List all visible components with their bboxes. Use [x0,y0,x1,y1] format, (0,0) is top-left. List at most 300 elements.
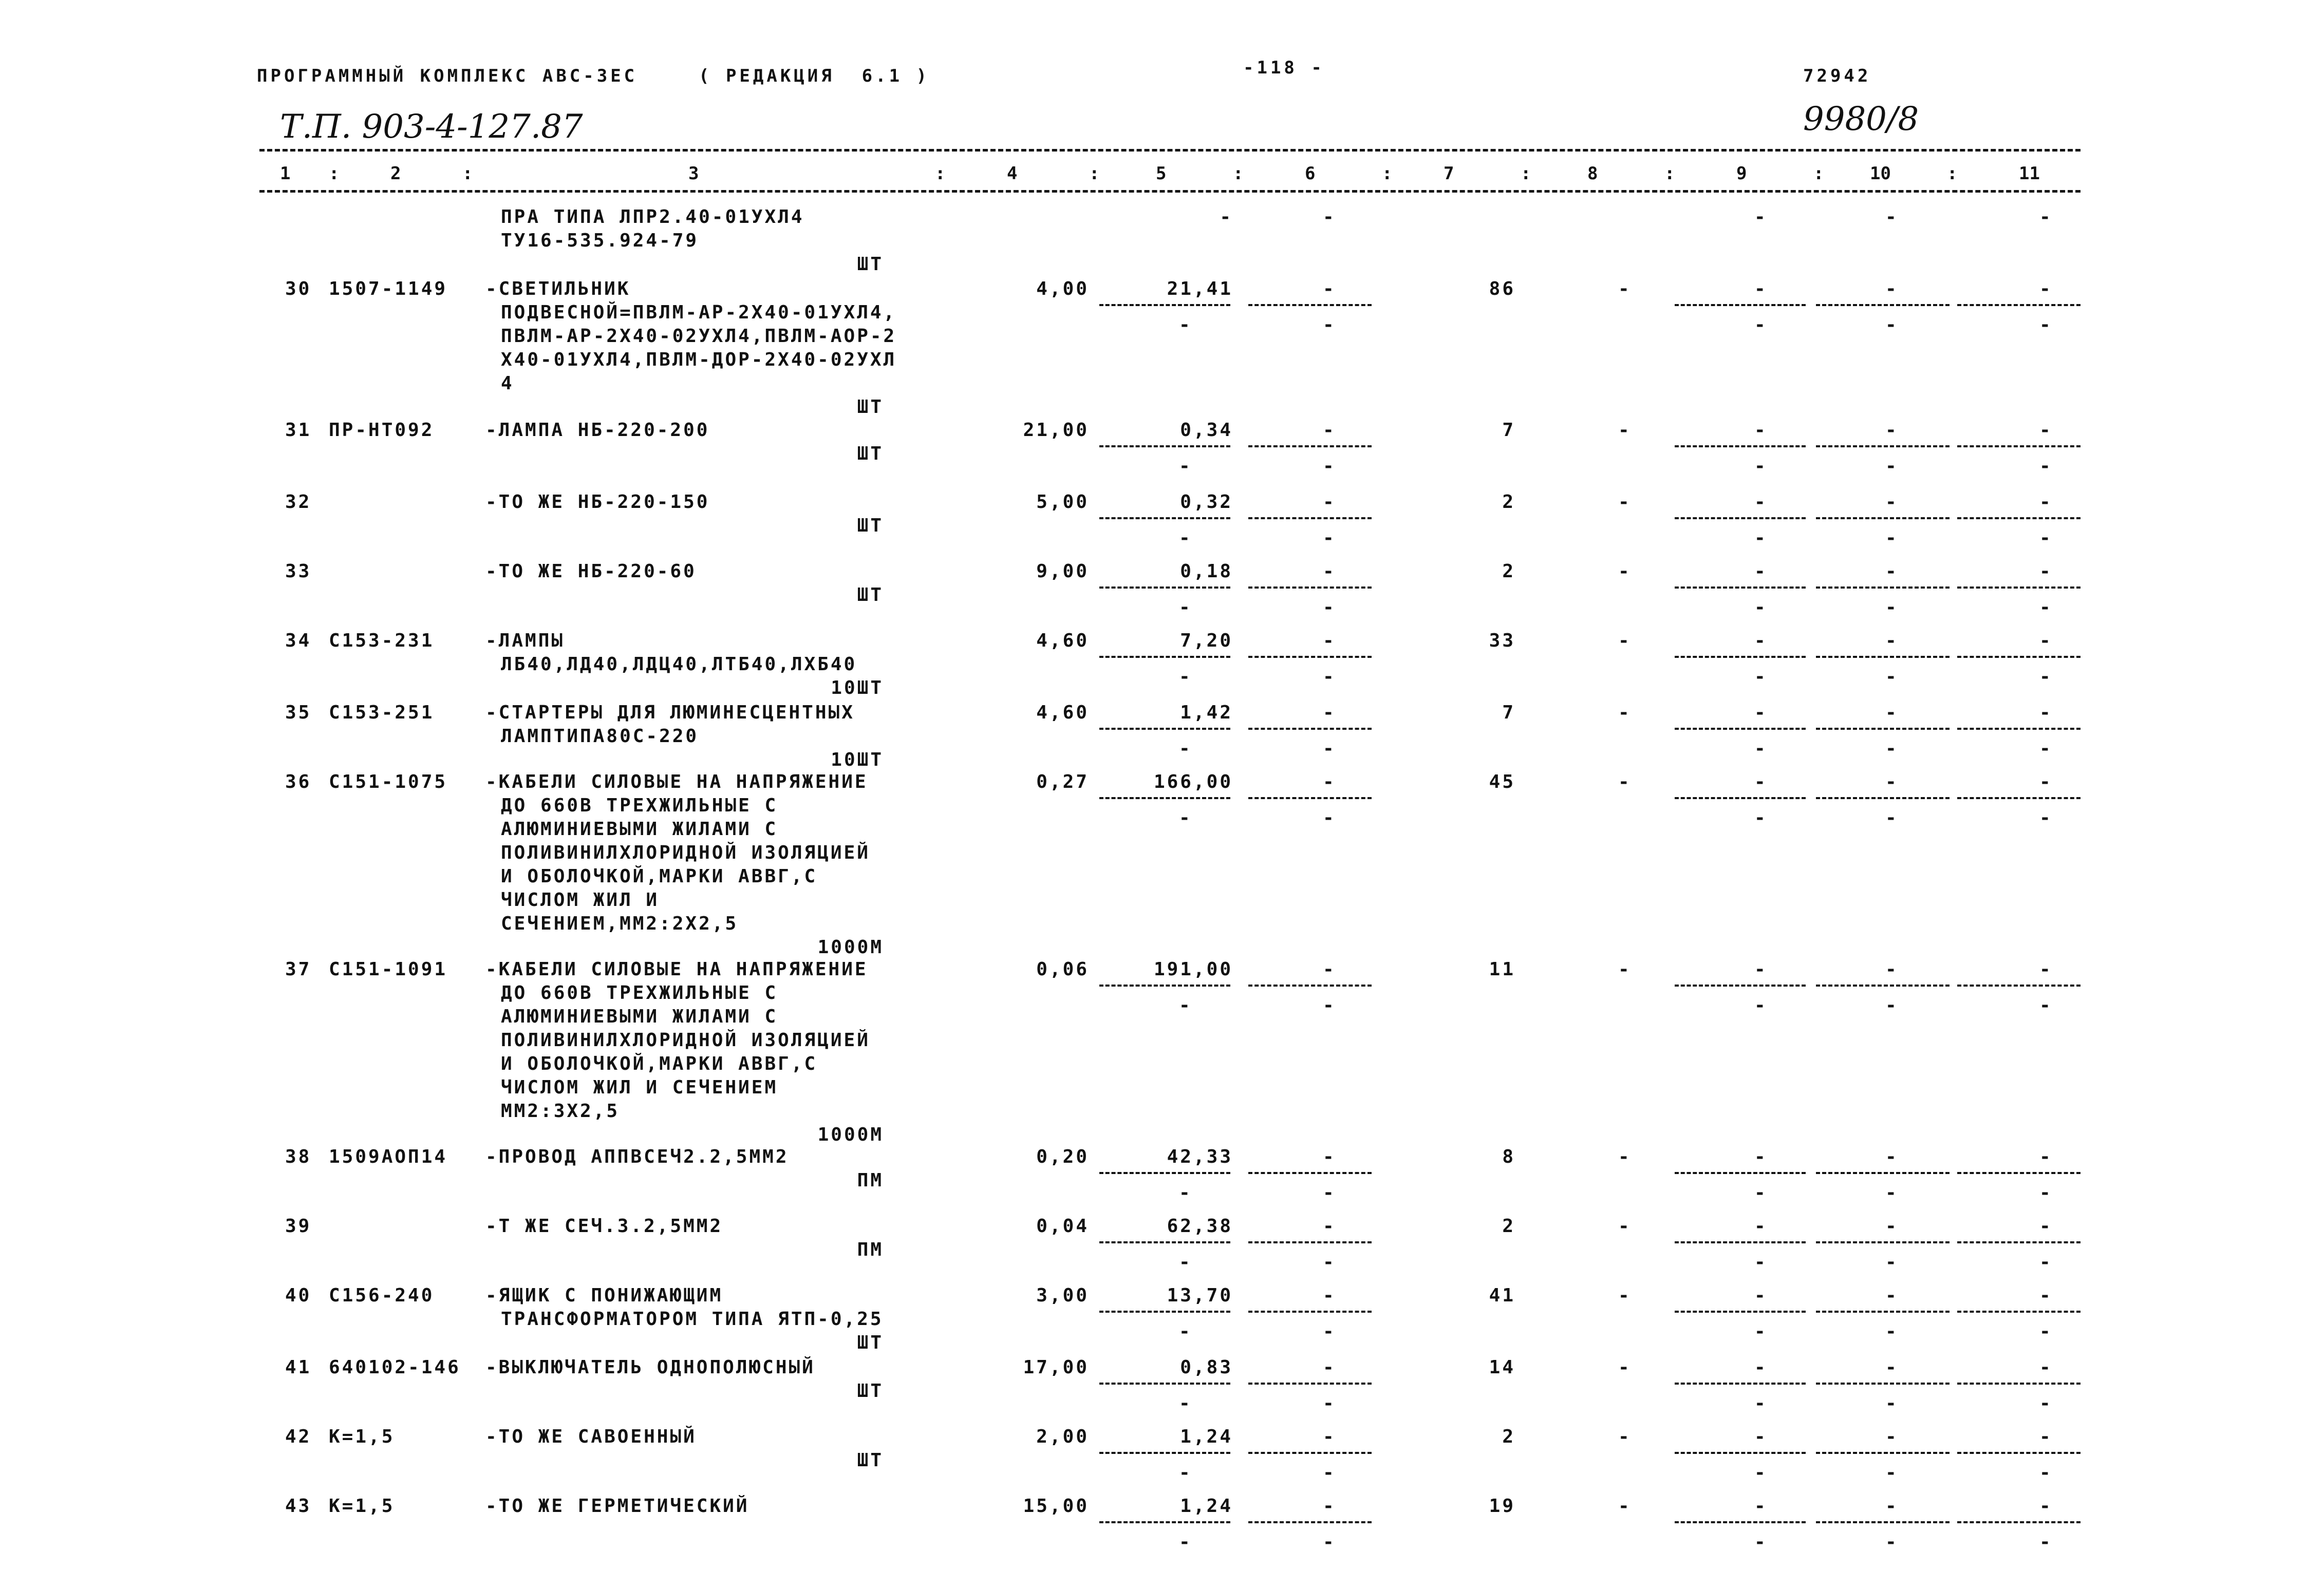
item-description-line: И ОБОЛОЧКОЙ,МАРКИ АВВГ,С [501,1053,818,1074]
row-code: С153-251 [329,702,435,723]
column-6-value: - [1323,491,1336,513]
empty-cell-mark: - [2039,527,2053,548]
cell-divider [1099,1241,1230,1243]
column-8-value: - [1618,702,1632,723]
row-number: 43 [285,1496,312,1517]
row-number: 31 [285,420,312,441]
unit-of-measure: 1000М [817,1124,884,1145]
item-description-line: И ОБОЛОЧКОЙ,МАРКИ АВВГ,С [501,866,818,887]
column-number-6: 6 [1305,163,1316,184]
cell-divider [1675,656,1806,658]
row-number: 36 [285,771,312,792]
empty-cell-mark: - [1754,666,1768,687]
column-10-value: - [1885,1216,1899,1237]
column-9-value: - [1754,420,1768,441]
cell-divider [1248,517,1372,519]
item-description-line: ЛАМПТИПА80С-220 [501,726,699,747]
column-9-value: - [1754,702,1768,723]
empty-cell-mark: - [1754,1462,1768,1483]
cell-divider [1816,1383,1950,1385]
empty-cell-mark: - [1179,314,1192,335]
row-number: 30 [285,278,312,299]
item-description-line: 4 [501,373,514,394]
empty-cell-mark: - [1754,314,1768,335]
total-value: 7 [1502,702,1515,723]
row-code: ПР-НТ092 [329,420,435,441]
cell-divider [1675,797,1806,799]
unit-of-measure: ШТ [857,254,884,275]
item-description-line: -КАБЕЛИ СИЛОВЫЕ НА НАПРЯЖЕНИЕ [485,771,868,792]
cell-divider [1957,445,2081,447]
cell-divider [1099,304,1230,306]
item-description-line: ПОЛИВИНИЛХЛОРИДНОЙ ИЗОЛЯЦИЕЙ [501,842,870,863]
column-9-value: - [1754,491,1768,513]
item-description-line: -КАБЕЛИ СИЛОВЫЕ НА НАПРЯЖЕНИЕ [485,959,868,980]
cell-divider [1248,1241,1372,1243]
cell-divider [1248,797,1372,799]
empty-cell-mark: - [2039,666,2053,687]
item-description-line: ЛБ40,ЛД40,ЛДЦ40,ЛТБ40,ЛХБ40 [501,654,857,675]
column-10-value: - [1885,630,1899,651]
empty-cell-mark: - [1323,1182,1336,1203]
item-description-line: -Т ЖЕ СЕЧ.3.2,5ММ2 [485,1216,723,1237]
column-separator: : [1521,163,1531,184]
column-separator: : [462,163,473,184]
empty-cell-mark: - [1179,1393,1192,1414]
column-6-value: - [1323,702,1336,723]
unit-of-measure: 10ШТ [831,677,884,698]
item-description-line: Х40-01УХЛ4,ПВЛМ-ДОР-2Х40-02УХЛ [501,349,897,370]
column-number-11: 11 [2019,163,2040,184]
quantity-value: 5,00 [1036,491,1089,513]
column-separator: : [1089,163,1100,184]
cell-divider [1675,1172,1806,1174]
quantity-value: 21,00 [1023,420,1089,441]
empty-cell-mark: - [1179,666,1192,687]
cell-divider [1248,1521,1372,1523]
column-8-value: - [1618,491,1632,513]
column-separator: : [1664,163,1675,184]
cell-divider [1099,1452,1230,1454]
quantity-value: 0,20 [1036,1146,1089,1167]
empty-cell-mark: - [1885,314,1899,335]
cell-divider [1816,1241,1950,1243]
column-10-value: - [1885,702,1899,723]
empty-cell-mark: - [1754,738,1768,759]
column-10-value: - [1885,278,1899,299]
cell-divider [1816,1452,1950,1454]
cell-divider [1957,1241,2081,1243]
item-description-line: -ВЫКЛЮЧАТЕЛЬ ОДНОПОЛЮСНЫЙ [485,1357,815,1378]
total-value: 86 [1489,278,1515,299]
empty-cell-mark: - [2039,995,2053,1016]
cell-divider [1675,445,1806,447]
empty-cell-mark: - [1179,1531,1192,1553]
item-description-line: -ЯЩИК С ПОНИЖАЮЩИМ [485,1285,723,1306]
cell-divider [1675,728,1806,730]
empty-cell-mark: - [1885,1252,1899,1273]
column-10-value: - [1885,959,1899,980]
total-value: 19 [1489,1496,1515,1517]
cell-divider [1675,304,1806,306]
total-value: 33 [1489,630,1515,651]
document-code: 72942 [1803,66,1871,86]
column-separator: : [1233,163,1244,184]
empty-cell-mark: - [2039,1462,2053,1483]
empty-cell-mark: - [2039,1182,2053,1203]
column-number-3: 3 [688,163,699,184]
column-6-value: - [1323,561,1336,582]
column-9-value: - [1754,771,1768,792]
unit-price-value: - [1220,206,1233,228]
unit-price-value: 1,42 [1180,702,1233,723]
empty-cell-mark: - [1323,456,1336,477]
unit-of-measure: ШТ [857,1450,884,1471]
row-number: 37 [285,959,312,980]
cell-divider [1099,797,1230,799]
quantity-value: 15,00 [1023,1496,1089,1517]
total-value: 8 [1502,1146,1515,1167]
empty-cell-mark: - [2039,1321,2053,1342]
item-description-line: -СТАРТЕРЫ ДЛЯ ЛЮМИНЕСЦЕНТНЫХ [485,702,855,723]
item-description-line: ДО 660В ТРЕХЖИЛЬНЫЕ С [501,795,778,816]
column-11-value: - [2039,1426,2053,1447]
cell-divider [1816,517,1950,519]
empty-cell-mark: - [1754,456,1768,477]
cell-divider [1099,517,1230,519]
empty-cell-mark: - [1323,314,1336,335]
item-description-line: ЧИСЛОМ ЖИЛ И СЕЧЕНИЕМ [501,1077,778,1098]
empty-cell-mark: - [2039,1531,2053,1553]
row-code: К=1,5 [329,1426,395,1447]
empty-cell-mark: - [1885,738,1899,759]
item-description-line: -ТО ЖЕ НБ-220-60 [485,561,697,582]
cell-divider [1248,1311,1372,1313]
column-8-value: - [1618,561,1632,582]
column-6-value: - [1323,1146,1336,1167]
column-9-value: - [1754,630,1768,651]
item-description-line: ПОЛИВИНИЛХЛОРИДНОЙ ИЗОЛЯЦИЕЙ [501,1030,870,1051]
empty-cell-mark: - [2039,456,2053,477]
column-10-value: - [1885,206,1899,228]
column-11-value: - [2039,630,2053,651]
column-9-value: - [1754,1146,1768,1167]
item-description-line: -ТО ЖЕ НБ-220-150 [485,491,710,513]
column-number-1: 1 [280,163,291,184]
column-6-value: - [1323,420,1336,441]
column-6-value: - [1323,1426,1336,1447]
row-code: С151-1091 [329,959,448,980]
item-description-line: -ЛАМПЫ [485,630,565,651]
empty-cell-mark: - [1179,527,1192,548]
cell-divider [1816,656,1950,658]
empty-cell-mark: - [1754,807,1768,828]
empty-cell-mark: - [1885,1531,1899,1553]
column-6-value: - [1323,771,1336,792]
column-separator: : [1382,163,1393,184]
empty-cell-mark: - [1179,1462,1192,1483]
cell-divider [1957,517,2081,519]
unit-of-measure: ПМ [857,1239,884,1260]
empty-cell-mark: - [1754,1321,1768,1342]
unit-price-value: 166,00 [1153,771,1233,792]
header-divider-bottom [259,190,2081,193]
total-value: 7 [1502,420,1515,441]
cell-divider [1248,445,1372,447]
cell-divider [1248,304,1372,306]
page-number: -118 - [1243,58,1325,78]
quantity-value: 2,00 [1036,1426,1089,1447]
column-number-4: 4 [1007,163,1018,184]
cell-divider [1675,985,1806,987]
cell-divider [1099,656,1230,658]
empty-cell-mark: - [1754,527,1768,548]
empty-cell-mark: - [1885,807,1899,828]
column-number-7: 7 [1444,163,1454,184]
item-description-line: ПОДВЕСНОЙ=ПВЛМ-АР-2Х40-01УХЛ4, [501,302,897,323]
total-value: 2 [1502,561,1515,582]
row-number: 42 [285,1426,312,1447]
unit-of-measure: ШТ [857,443,884,464]
column-11-value: - [2039,1357,2053,1378]
empty-cell-mark: - [1323,995,1336,1016]
unit-of-measure: ШТ [857,515,884,536]
empty-cell-mark: - [1323,1393,1336,1414]
unit-price-value: 191,00 [1153,959,1233,980]
empty-cell-mark: - [1323,527,1336,548]
empty-cell-mark: - [1885,456,1899,477]
column-separator: : [1947,163,1958,184]
column-11-value: - [2039,771,2053,792]
column-11-value: - [2039,1496,2053,1517]
cell-divider [1957,985,2081,987]
column-10-value: - [1885,561,1899,582]
total-value: 45 [1489,771,1515,792]
column-number-2: 2 [390,163,401,184]
item-description-line: -СВЕТИЛЬНИК [485,278,631,299]
empty-cell-mark: - [1323,1462,1336,1483]
column-number-5: 5 [1156,163,1167,184]
cell-divider [1675,1452,1806,1454]
sheet-number: 9980/8 [1803,100,1919,138]
cell-divider [1248,1383,1372,1385]
empty-cell-mark: - [2039,738,2053,759]
cell-divider [1957,1452,2081,1454]
cell-divider [1248,1172,1372,1174]
column-6-value: - [1323,206,1336,228]
row-code: 640102-146 [329,1357,461,1378]
cell-divider [1816,728,1950,730]
unit-price-value: 42,33 [1167,1146,1233,1167]
cell-divider [1957,304,2081,306]
empty-cell-mark: - [1754,597,1768,618]
total-value: 14 [1489,1357,1515,1378]
empty-cell-mark: - [1179,1182,1192,1203]
row-number: 34 [285,630,312,651]
cell-divider [1099,728,1230,730]
column-8-value: - [1618,1285,1632,1306]
cell-divider [1099,445,1230,447]
row-number: 38 [285,1146,312,1167]
unit-price-value: 13,70 [1167,1285,1233,1306]
cell-divider [1675,1241,1806,1243]
column-11-value: - [2039,1285,2053,1306]
quantity-value: 4,60 [1036,630,1089,651]
column-10-value: - [1885,1496,1899,1517]
empty-cell-mark: - [1323,1252,1336,1273]
column-8-value: - [1618,1146,1632,1167]
unit-price-value: 0,34 [1180,420,1233,441]
column-11-value: - [2039,959,2053,980]
cell-divider [1248,656,1372,658]
quantity-value: 17,00 [1023,1357,1089,1378]
cell-divider [1957,728,2081,730]
column-11-value: - [2039,420,2053,441]
cell-divider [1957,656,2081,658]
cell-divider [1816,1521,1950,1523]
total-value: 2 [1502,491,1515,513]
edition-label: ( РЕДАКЦИЯ 6.1 ) [699,66,930,86]
empty-cell-mark: - [1179,456,1192,477]
column-6-value: - [1323,1357,1336,1378]
column-9-value: - [1754,1357,1768,1378]
column-8-value: - [1618,1426,1632,1447]
cell-divider [1099,1521,1230,1523]
empty-cell-mark: - [1754,1252,1768,1273]
cell-divider [1099,1172,1230,1174]
cell-divider [1816,304,1950,306]
column-8-value: - [1618,278,1632,299]
cell-divider [1248,587,1372,589]
row-number: 32 [285,491,312,513]
column-11-value: - [2039,561,2053,582]
cell-divider [1957,1521,2081,1523]
empty-cell-mark: - [1323,597,1336,618]
cell-divider [1248,728,1372,730]
quantity-value: 9,00 [1036,561,1089,582]
empty-cell-mark: - [1179,597,1192,618]
quantity-value: 0,27 [1036,771,1089,792]
header-divider-top [259,149,2081,152]
unit-price-value: 0,32 [1180,491,1233,513]
unit-of-measure: 1000М [817,937,884,958]
empty-cell-mark: - [1179,1252,1192,1273]
column-8-value: - [1618,420,1632,441]
column-11-value: - [2039,1146,2053,1167]
cell-divider [1957,1383,2081,1385]
column-9-value: - [1754,1216,1768,1237]
column-8-value: - [1618,1357,1632,1378]
column-10-value: - [1885,1146,1899,1167]
empty-cell-mark: - [1885,995,1899,1016]
empty-cell-mark: - [2039,807,2053,828]
item-description-line: ТРАНСФОРМАТОРОМ ТИПА ЯТП-0,25 [501,1309,884,1330]
total-value: 41 [1489,1285,1515,1306]
column-6-value: - [1323,630,1336,651]
project-number: Т.П. 903-4-127.87 [280,108,583,146]
cell-divider [1957,587,2081,589]
unit-price-value: 62,38 [1167,1216,1233,1237]
row-code: С156-240 [329,1285,435,1306]
item-description-line: ММ2:3Х2,5 [501,1101,620,1122]
item-description-line: АЛЮМИНИЕВЫМИ ЖИЛАМИ С [501,1006,778,1027]
empty-cell-mark: - [1885,527,1899,548]
empty-cell-mark: - [1179,738,1192,759]
column-separator: : [329,163,340,184]
column-10-value: - [1885,491,1899,513]
unit-price-value: 0,18 [1180,561,1233,582]
unit-price-value: 21,41 [1167,278,1233,299]
column-10-value: - [1885,1285,1899,1306]
cell-divider [1816,1311,1950,1313]
total-value: 2 [1502,1216,1515,1237]
total-value: 2 [1502,1426,1515,1447]
cell-divider [1675,1311,1806,1313]
cell-divider [1816,797,1950,799]
empty-cell-mark: - [1323,1321,1336,1342]
cell-divider [1675,517,1806,519]
row-code: 1509АОП14 [329,1146,448,1167]
unit-price-value: 1,24 [1180,1426,1233,1447]
item-description-line: -ТО ЖЕ ГЕРМЕТИЧЕСКИЙ [485,1496,749,1517]
empty-cell-mark: - [1885,1393,1899,1414]
item-description-line: ТУ16-535.924-79 [501,230,699,251]
cell-divider [1099,587,1230,589]
column-6-value: - [1323,1216,1336,1237]
empty-cell-mark: - [1179,995,1192,1016]
empty-cell-mark: - [1179,1321,1192,1342]
cell-divider [1957,797,2081,799]
column-11-value: - [2039,1216,2053,1237]
empty-cell-mark: - [1323,738,1336,759]
empty-cell-mark: - [2039,314,2053,335]
unit-of-measure: 10ШТ [831,749,884,770]
column-number-8: 8 [1587,163,1598,184]
column-10-value: - [1885,771,1899,792]
item-description-line: ЧИСЛОМ ЖИЛ И [501,890,660,911]
column-8-value: - [1618,1496,1632,1517]
column-8-value: - [1618,630,1632,651]
item-description-line: -ЛАМПА НБ-220-200 [485,420,710,441]
column-8-value: - [1618,1216,1632,1237]
cell-divider [1099,1311,1230,1313]
empty-cell-mark: - [2039,597,2053,618]
cell-divider [1957,1172,2081,1174]
row-number: 41 [285,1357,312,1378]
empty-cell-mark: - [1885,597,1899,618]
quantity-value: 4,00 [1036,278,1089,299]
unit-price-value: 1,24 [1180,1496,1233,1517]
column-9-value: - [1754,959,1768,980]
column-6-value: - [1323,959,1336,980]
unit-price-value: 0,83 [1180,1357,1233,1378]
empty-cell-mark: - [1885,1321,1899,1342]
row-code: С153-231 [329,630,435,651]
empty-cell-mark: - [1754,1531,1768,1553]
item-description-line: ПРА ТИПА ЛПР2.40-01УХЛ4 [501,206,804,228]
row-number: 39 [285,1216,312,1237]
column-separator: : [1813,163,1824,184]
cell-divider [1248,1452,1372,1454]
column-separator: : [935,163,946,184]
column-11-value: - [2039,702,2053,723]
column-9-value: - [1754,1426,1768,1447]
column-9-value: - [1754,206,1768,228]
quantity-value: 0,06 [1036,959,1089,980]
item-description-line: -ПРОВОД АППВСЕЧ2.2,5ММ2 [485,1146,789,1167]
cell-divider [1816,445,1950,447]
item-description-line: -ТО ЖЕ САВОЕННЫЙ [485,1426,697,1447]
